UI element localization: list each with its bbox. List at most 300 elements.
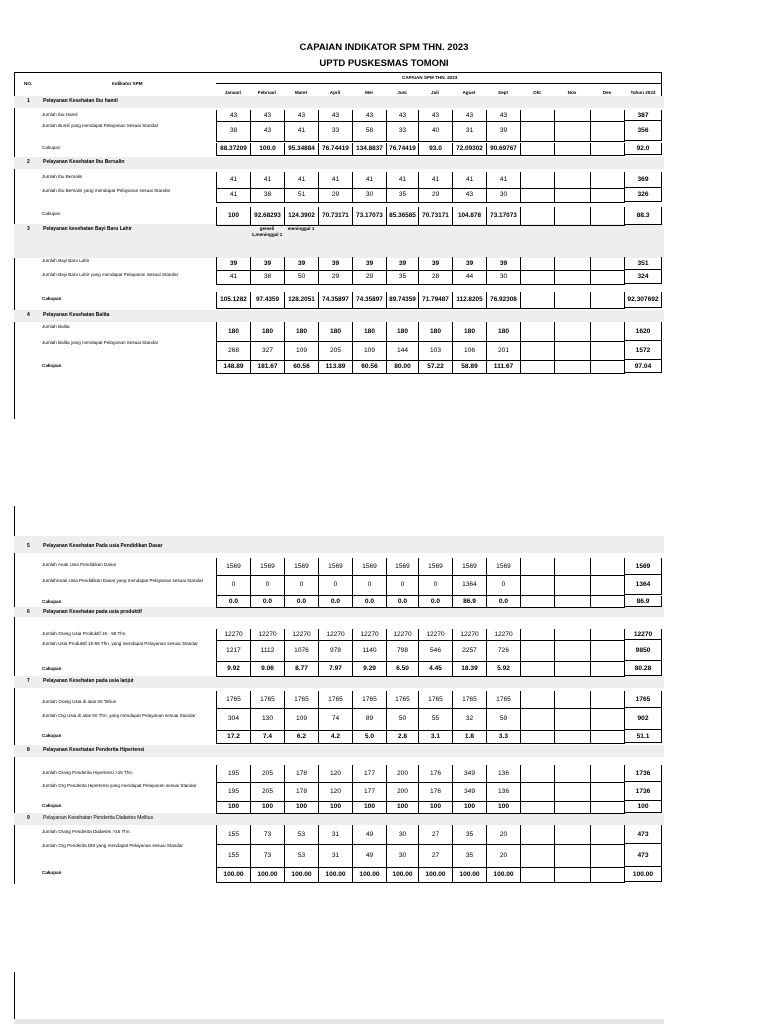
table-cell: 0 [487, 575, 521, 595]
table-cell [591, 292, 625, 308]
table-cell: 1765 [285, 691, 319, 708]
table-cell: 1765 [487, 691, 521, 708]
table-cell: 1569 [251, 558, 285, 575]
row-total: 100 [624, 801, 662, 813]
table-cell [555, 270, 591, 284]
table-cell: 136 [487, 782, 521, 801]
table-cell: 90.69767 [487, 143, 521, 155]
section-number: 3 [27, 226, 30, 232]
table-row [216, 661, 625, 677]
table-cell: 1765 [319, 691, 353, 708]
table-cell: 95.34884 [285, 143, 319, 155]
table-cell: 0.0 [353, 596, 387, 607]
table-cell: 1569 [419, 558, 453, 575]
table-cell: 2.8 [387, 730, 419, 743]
row-label: Cakupan [42, 599, 62, 604]
table-cell: 1765 [419, 691, 453, 708]
row-label: Jumlah Orang Penderita Diabetes >15 Thn. [42, 829, 131, 834]
table-cell [521, 575, 555, 595]
table-cell [555, 575, 591, 595]
table-cell: 12270 [251, 629, 285, 640]
table-cell: 7.4 [251, 730, 285, 743]
table-cell [555, 360, 591, 373]
table-cell: 136 [487, 765, 521, 782]
section-number: 7 [27, 678, 30, 684]
table-cell: 100 [387, 801, 419, 813]
table-cell: 1569 [487, 558, 521, 575]
table-cell: 41 [319, 172, 353, 188]
note-gemeli: gemeli 1,meninggal 1 [251, 226, 283, 237]
table-cell: 349 [453, 782, 487, 801]
table-cell: 20 [487, 844, 521, 867]
header-divider [216, 83, 662, 84]
table-cell: 5.0 [353, 730, 387, 743]
table-cell [555, 691, 591, 708]
table-cell: 38 [251, 188, 285, 202]
section-title: Pelayanan Kesehatan Pada usia Pendidikan Dasar [43, 543, 163, 549]
table-cell [591, 360, 625, 373]
table-cell: 41 [453, 172, 487, 188]
table-row [216, 708, 625, 731]
table-cell: 44 [453, 270, 487, 284]
row-label: Cakupan [42, 363, 62, 368]
table-cell [521, 110, 555, 121]
table-cell: 55 [419, 708, 453, 730]
table-cell: 53 [285, 844, 319, 867]
table-cell: 29 [419, 188, 453, 202]
table-cell: 103 [419, 341, 453, 360]
table-cell [555, 730, 591, 743]
table-cell: 100.00 [319, 867, 353, 882]
table-cell [521, 558, 555, 575]
table-cell: 1569 [453, 558, 487, 575]
table-cell: 195 [217, 765, 251, 782]
table-cell: 205 [319, 341, 353, 360]
table-cell: 73 [251, 844, 285, 867]
table-cell: 89.74359 [387, 292, 419, 308]
table-cell [591, 708, 625, 730]
table-cell: 41 [217, 270, 251, 284]
table-cell [555, 825, 591, 844]
row-total: 1569 [624, 558, 662, 575]
table-cell: 43 [487, 110, 521, 121]
row-label: Jumlah Bayi Baru Lahir [42, 258, 90, 263]
table-cell: 3.3 [487, 730, 521, 743]
row-label: Jumlah Bumil yang mendapat Pelayanan Sesuai Standar [42, 123, 159, 128]
row-label: Jumlah Balita yang mendapat Pelayanan Sesuai Standar [42, 340, 159, 345]
table-row [216, 691, 625, 709]
table-cell [521, 270, 555, 284]
row-total: 51.1 [624, 730, 662, 743]
table-cell [521, 292, 555, 308]
table-cell: 28 [419, 270, 453, 284]
table-cell: 70.73171 [419, 207, 453, 225]
table-cell [521, 782, 555, 801]
table-cell: 76.74419 [387, 143, 419, 155]
page-subtitle: UPTD PUSKESMAS TOMONI [319, 58, 449, 69]
table-cell [521, 257, 555, 270]
table-cell [555, 558, 591, 575]
table-cell: 0.0 [419, 596, 453, 607]
table-cell [555, 708, 591, 730]
table-cell: 195 [217, 782, 251, 801]
table-cell [591, 844, 625, 867]
table-cell: 86.9 [453, 596, 487, 607]
table-cell [555, 867, 591, 882]
table-cell [555, 292, 591, 308]
table-cell: 0.0 [487, 596, 521, 607]
table-cell: 51 [285, 188, 319, 202]
table-cell [555, 143, 591, 155]
table-row [216, 801, 625, 814]
row-label: Cakupan [42, 870, 62, 875]
table-cell [521, 765, 555, 782]
table-cell: 39 [487, 257, 521, 270]
table-cell: 12270 [453, 629, 487, 640]
table-cell: 27 [419, 825, 453, 844]
table-cell: 268 [217, 341, 251, 360]
row-label: Jumlah Org Usia di atas 60 Thn, yang mendapat Pelayanan sesuai Standar [42, 713, 196, 718]
table-cell: 200 [387, 765, 419, 782]
header-month: Januari [224, 89, 242, 96]
table-cell: 73 [251, 825, 285, 844]
table-cell: 1364 [453, 575, 487, 595]
table-cell: 76.74419 [319, 143, 353, 155]
table-cell: 41 [217, 188, 251, 202]
table-cell [591, 640, 625, 661]
section-number: 8 [27, 747, 30, 753]
table-cell [555, 188, 591, 202]
table-cell: 6.50 [387, 661, 419, 676]
table-cell: 29 [319, 188, 353, 202]
table-row [216, 825, 625, 845]
table-cell [591, 782, 625, 801]
row-label: Cakupan [42, 803, 62, 808]
table-cell: 12270 [353, 629, 387, 640]
table-cell [591, 691, 625, 708]
table-cell [555, 322, 591, 341]
table-cell [591, 801, 625, 813]
table-cell: 49 [353, 844, 387, 867]
table-cell: 177 [353, 782, 387, 801]
table-cell [555, 341, 591, 360]
section-header [14, 541, 664, 553]
table-cell: 35 [387, 188, 419, 202]
table-cell: 120 [319, 765, 353, 782]
table-cell [521, 825, 555, 844]
table-cell: 100 [419, 801, 453, 813]
table-cell: 30 [387, 825, 419, 844]
table-cell: 73.17073 [353, 207, 387, 225]
table-cell: 0.0 [251, 596, 285, 607]
table-cell [555, 801, 591, 813]
table-cell [591, 629, 625, 640]
row-total: 324 [624, 270, 662, 284]
table-cell: 31 [453, 121, 487, 141]
table-cell [521, 801, 555, 813]
header-month: Des [602, 89, 612, 96]
table-cell: 35 [453, 844, 487, 867]
row-total: 80.28 [624, 661, 662, 676]
table-cell: 1569 [319, 558, 353, 575]
table-cell: 41 [387, 172, 419, 188]
table-cell: 35 [453, 825, 487, 844]
table-cell: 33 [387, 121, 419, 141]
row-total: 387 [624, 110, 662, 121]
table-cell: 100 [285, 801, 319, 813]
table-cell: 39 [319, 257, 353, 270]
table-cell: 155 [217, 844, 251, 867]
table-cell: 38 [217, 121, 251, 141]
table-cell: 4.45 [419, 661, 453, 676]
row-total: 97.04 [624, 360, 662, 373]
header-month: Februari [257, 89, 277, 96]
table-cell: 0 [387, 575, 419, 595]
table-cell [555, 765, 591, 782]
section-number: 5 [27, 543, 30, 549]
table-cell: 43 [285, 110, 319, 121]
table-cell [521, 207, 555, 225]
table-cell: 100.00 [419, 867, 453, 882]
section-number: 2 [27, 159, 30, 165]
table-cell: 181.67 [251, 360, 285, 373]
row-total: 92.0 [624, 143, 662, 155]
table-cell: 80.00 [387, 360, 419, 373]
table-cell: 180 [285, 322, 319, 341]
table-cell: 85.36585 [387, 207, 419, 225]
table-cell [591, 730, 625, 743]
table-cell [521, 691, 555, 708]
section-header [14, 96, 664, 108]
table-cell [555, 661, 591, 676]
table-cell: 120 [319, 782, 353, 801]
header-month: Maret [294, 89, 308, 96]
table-cell [591, 575, 625, 595]
table-cell: 180 [419, 322, 453, 341]
row-total: 88.3 [624, 207, 662, 225]
table-cell: 113.89 [319, 360, 353, 373]
table-cell: 39 [487, 121, 521, 141]
table-row [216, 782, 625, 802]
table-cell [521, 730, 555, 743]
row-label: Jumlah Orang Usia Produktif 15 - 59 Thn [42, 631, 126, 636]
table-cell: 43 [251, 121, 285, 141]
table-cell: 59 [487, 708, 521, 730]
table-row [216, 765, 625, 783]
row-total: 86.9 [624, 596, 662, 607]
section-number: 1 [27, 98, 30, 104]
table-cell [555, 844, 591, 867]
table-cell [555, 207, 591, 225]
page-title: CAPAIAN INDIKATOR SPM THN. 2023 [299, 42, 469, 53]
table-cell: 0 [251, 575, 285, 595]
row-label: Cakupan [42, 211, 61, 216]
table-cell: 8.77 [285, 661, 319, 676]
section-title: Pelayanan Kesehatan pada usia produktif [43, 609, 142, 615]
table-cell: 1.8 [453, 730, 487, 743]
row-total: 1736 [624, 765, 662, 782]
header-month: April [329, 89, 341, 96]
table-cell: 177 [353, 765, 387, 782]
table-cell: 30 [487, 270, 521, 284]
table-cell: 134.8837 [353, 143, 387, 155]
table-cell: 74 [319, 708, 353, 730]
row-total: 356 [624, 121, 662, 141]
table-cell: 7.97 [319, 661, 353, 676]
section-header [14, 813, 664, 825]
section-number: 9 [27, 815, 30, 821]
table-row [216, 121, 625, 142]
section-header [14, 224, 664, 258]
table-cell [591, 188, 625, 202]
table-cell: 178 [285, 782, 319, 801]
table-cell: 39 [453, 257, 487, 270]
table-cell: 1140 [353, 640, 387, 661]
table-cell: 18.39 [453, 661, 487, 676]
table-cell: 1765 [453, 691, 487, 708]
section-header [14, 607, 664, 617]
section-title: Pelayanan Kesehatan Ibu Bersalin [43, 159, 125, 165]
table-cell [591, 121, 625, 141]
table-cell: 41 [285, 172, 319, 188]
table-row [216, 558, 625, 576]
table-cell: 60.56 [285, 360, 319, 373]
table-cell: 43 [353, 110, 387, 121]
table-row [216, 341, 625, 361]
table-cell [521, 661, 555, 676]
table-cell: 180 [251, 322, 285, 341]
table-cell: 176 [419, 765, 453, 782]
section-title: Pelayanan kesehatan Bayi Baru Lahir [43, 226, 132, 232]
row-total: 326 [624, 188, 662, 202]
table-cell: 100 [217, 207, 251, 225]
table-row [216, 575, 625, 596]
table-cell: 1569 [217, 558, 251, 575]
table-cell: 100 [319, 801, 353, 813]
row-total: 1572 [624, 341, 662, 360]
table-cell: 180 [387, 322, 419, 341]
table-cell: 88.37209 [217, 143, 251, 155]
table-row [216, 172, 625, 189]
row-total: 100.00 [624, 867, 662, 882]
section-title: Pelayanan Kesehatan Balita [43, 312, 110, 318]
table-cell: 76.92308 [487, 292, 521, 308]
table-cell [591, 596, 625, 607]
table-cell [555, 110, 591, 121]
table-cell: 60.56 [353, 360, 387, 373]
table-cell [521, 143, 555, 155]
table-cell: 31 [319, 825, 353, 844]
table-cell: 726 [487, 640, 521, 661]
table-cell [555, 172, 591, 188]
table-cell: 50 [285, 270, 319, 284]
table-cell [521, 844, 555, 867]
table-cell [555, 121, 591, 141]
table-cell [555, 782, 591, 801]
table-cell [521, 322, 555, 341]
table-cell [591, 341, 625, 360]
table-row [216, 207, 625, 226]
table-cell: 100.00 [217, 867, 251, 882]
table-cell [521, 640, 555, 661]
table-row [216, 867, 625, 883]
table-cell: 0.0 [387, 596, 419, 607]
table-cell: 1217 [217, 640, 251, 661]
row-label: Jumlah Bayi Baru Lahir yang mendapat Pelayanan Sesuai Standar [42, 272, 179, 277]
table-cell: 33 [319, 121, 353, 141]
header-month: Okt [533, 89, 541, 96]
table-cell: 41 [217, 172, 251, 188]
row-label: Jumlah Ibu Hamil [42, 112, 78, 117]
table-cell: 27 [419, 844, 453, 867]
section-header [14, 745, 664, 757]
table-cell [591, 322, 625, 341]
table-cell: 0 [217, 575, 251, 595]
table-cell [591, 207, 625, 225]
table-row [216, 270, 625, 285]
table-cell: 111.67 [487, 360, 521, 373]
table-cell: 180 [353, 322, 387, 341]
row-label: Jumlah Org Penderita Hipertensi yang mendapat Pelayanan sesuai Standar [42, 783, 197, 788]
header-month: Juli [431, 89, 439, 96]
table-cell: 130 [251, 708, 285, 730]
table-cell: 9.92 [217, 661, 251, 676]
section-title: Pelayanan Kesehatan Penderita Diabetes Melitus [43, 815, 154, 821]
header-indikator: Indikator SPM [112, 80, 143, 87]
header-month: Agust [462, 89, 476, 96]
table-cell: 73.17073 [487, 207, 521, 225]
table-cell [591, 558, 625, 575]
table-cell: 104.878 [453, 207, 487, 225]
table-cell [591, 867, 625, 882]
bottom-band [14, 1019, 664, 1024]
row-label: Jumlah Usia Produktif 15-59 Thn, yang mendapat Pelayanan sesuai Standar [42, 641, 198, 646]
table-cell: 176 [419, 782, 453, 801]
table-cell: 29 [319, 270, 353, 284]
table-cell: 0 [419, 575, 453, 595]
section-number: 4 [27, 312, 30, 318]
table-cell [555, 640, 591, 661]
table-cell: 1765 [251, 691, 285, 708]
row-label: Jumlah Ibu Bersalin yang mendapat Pelayanan sesuai Standar [42, 188, 171, 193]
table-cell: 2257 [453, 640, 487, 661]
table-cell: 100 [487, 801, 521, 813]
row-label: Jumlah Ibu Bersalin [42, 174, 83, 179]
table-cell [555, 257, 591, 270]
table-cell [591, 270, 625, 284]
table-cell: 58 [353, 121, 387, 141]
table-cell: 109 [285, 341, 319, 360]
table-cell: 100.00 [353, 867, 387, 882]
table-cell: 12270 [217, 629, 251, 640]
table-cell: 1765 [217, 691, 251, 708]
table-cell: 105.1282 [217, 292, 251, 308]
table-row [216, 322, 625, 342]
header-month: Juni [397, 89, 407, 96]
row-total: 9850 [624, 640, 662, 661]
header-month: Mei [365, 89, 373, 96]
table-cell: 41 [285, 121, 319, 141]
table-cell: 200 [387, 782, 419, 801]
row-label: Cakupan [42, 145, 61, 150]
table-cell: 180 [319, 322, 353, 341]
row-total: 473 [624, 844, 662, 867]
table-cell: 30 [387, 844, 419, 867]
table-cell [521, 596, 555, 607]
table-cell: 12270 [387, 629, 419, 640]
section-title: Pelayanan Kesehatan Penderita Hipertensi [43, 747, 145, 753]
table-cell: 1076 [285, 640, 319, 661]
